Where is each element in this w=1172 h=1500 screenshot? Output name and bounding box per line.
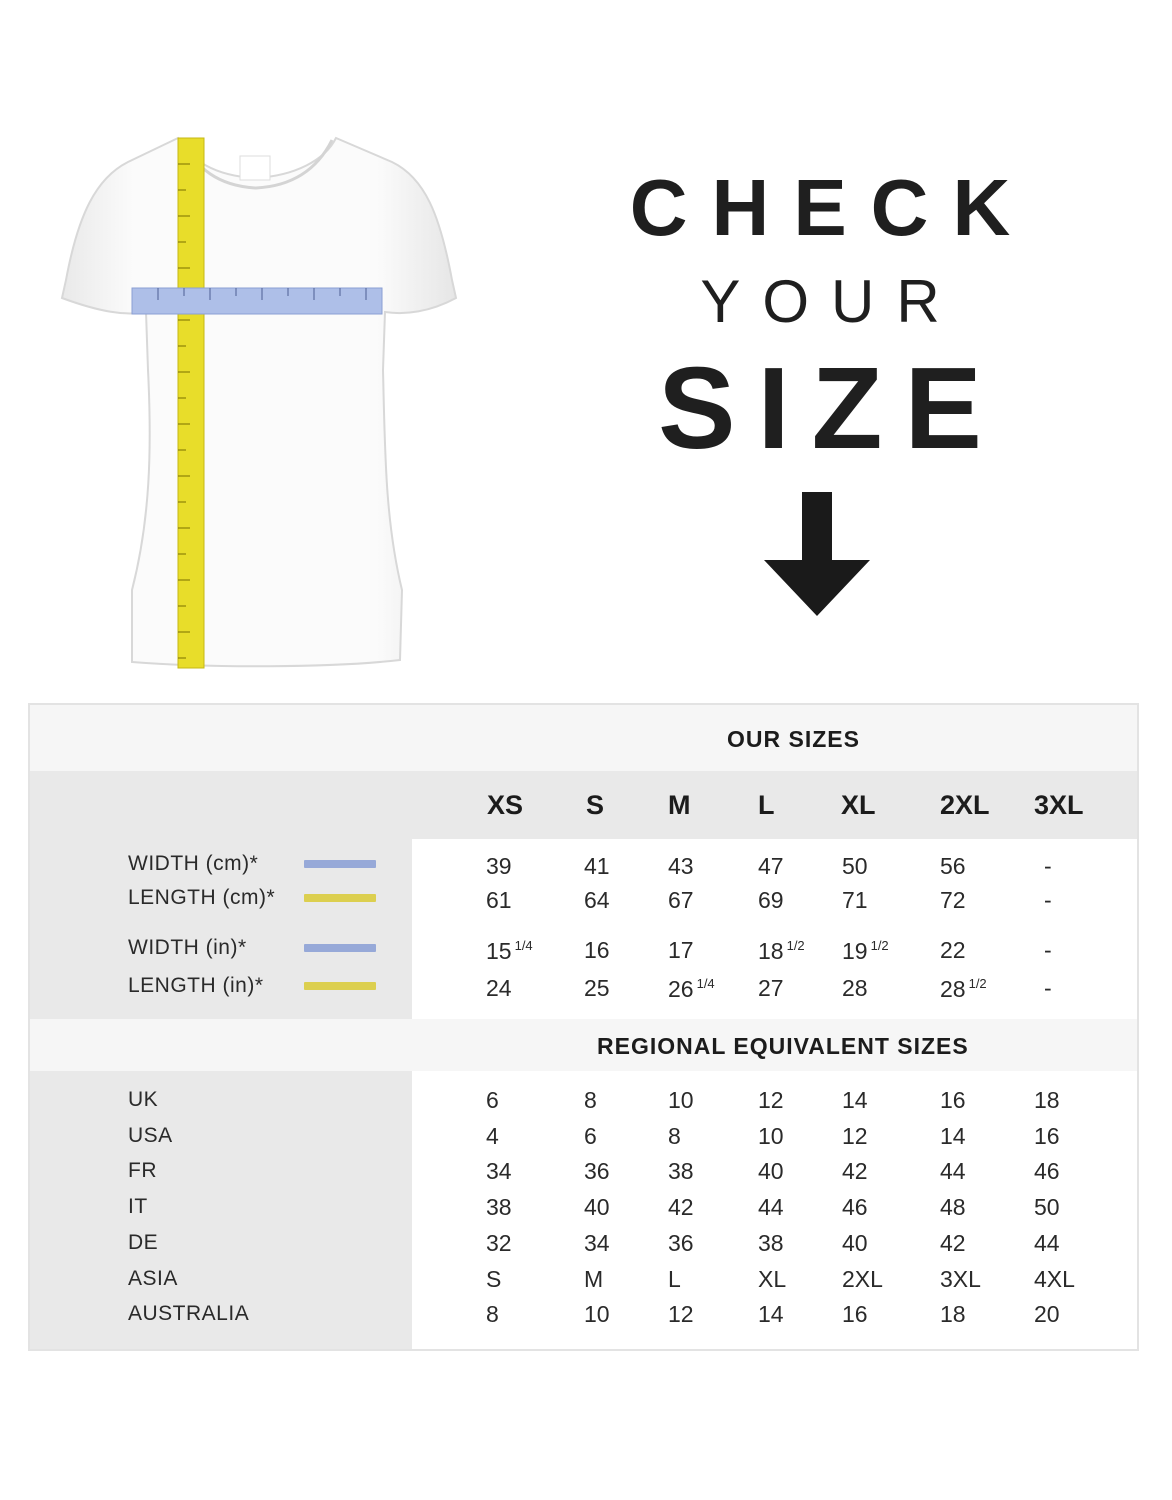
headline-your: YOUR	[700, 268, 962, 335]
t-shirt-shape	[62, 138, 456, 666]
region-value: 42	[668, 1194, 694, 1220]
region-value: 14	[940, 1123, 966, 1149]
region-value: 34	[584, 1230, 610, 1256]
measurement-value: 39	[486, 853, 512, 879]
region-value: 14	[842, 1087, 868, 1113]
region-value: 36	[584, 1158, 610, 1184]
measurement-value: 41	[584, 853, 610, 879]
width-color-bar	[304, 944, 376, 952]
length-color-bar	[304, 894, 376, 902]
region-label-uk: UK	[128, 1088, 159, 1111]
region-value: 44	[1034, 1230, 1060, 1256]
region-value: 42	[842, 1158, 868, 1184]
length-color-bar	[304, 982, 376, 990]
measurement-value: -	[1044, 887, 1052, 913]
measurement-value: 71	[842, 887, 868, 913]
measurement-value: 64	[584, 887, 610, 913]
headline-size: SIZE	[658, 343, 1004, 473]
regional-band	[30, 1019, 1137, 1071]
region-value: 34	[486, 1158, 512, 1184]
measurement-value: 19 $^{1/2}$	[842, 938, 889, 964]
measurement-value: 47	[758, 853, 784, 879]
region-value: 10	[668, 1087, 694, 1113]
measurement-value: 28	[842, 975, 868, 1001]
our-sizes-band	[30, 705, 1137, 771]
region-value: 14	[758, 1301, 784, 1327]
measurement-value: -	[1044, 853, 1052, 879]
region-value: 12	[758, 1087, 784, 1113]
region-label-it: IT	[128, 1195, 148, 1218]
region-value: 38	[668, 1158, 694, 1184]
region-value: XL	[758, 1266, 787, 1292]
region-value: 32	[486, 1230, 512, 1256]
region-value: 50	[1034, 1194, 1060, 1220]
width-color-bar	[304, 860, 376, 868]
region-value: 36	[668, 1230, 694, 1256]
region-label-de: DE	[128, 1231, 159, 1254]
measurement-value: 27	[758, 975, 784, 1001]
fraction: 1/2	[786, 938, 805, 953]
region-value: 48	[940, 1194, 966, 1220]
region-label-usa: USA	[128, 1124, 173, 1147]
region-value: 16	[940, 1087, 966, 1113]
region-value: 40	[758, 1158, 784, 1184]
arrow-down-icon	[762, 492, 872, 618]
region-value: 18	[940, 1301, 966, 1327]
size-header-xl: XL	[841, 790, 876, 820]
region-value: 6	[486, 1087, 499, 1113]
region-value: 40	[842, 1230, 868, 1256]
size-header-xs: XS	[487, 790, 524, 820]
region-value: 8	[584, 1087, 597, 1113]
length-tape	[178, 138, 204, 668]
region-value: 6	[584, 1123, 597, 1149]
region-value: 38	[758, 1230, 784, 1256]
measurement-value: 43	[668, 853, 694, 879]
size-header-3xl: 3XL	[1034, 790, 1084, 820]
region-value: M	[584, 1266, 604, 1292]
measurement-value: 61	[486, 887, 512, 913]
measurement-value: 16	[584, 937, 610, 963]
fraction: 1/2	[968, 976, 987, 991]
region-value: L	[668, 1266, 681, 1292]
region-label-asia: ASIA	[128, 1267, 178, 1290]
region-value: 4	[486, 1123, 499, 1149]
region-value: 46	[1034, 1158, 1060, 1184]
measurement-value: 50	[842, 853, 868, 879]
headline-check: CHECK	[629, 163, 1035, 252]
our-sizes-title: OUR SIZES	[727, 726, 860, 752]
measurement-value: 26 $^{1/4}$	[668, 976, 715, 1002]
region-value: 12	[668, 1301, 694, 1327]
size-header-m: M	[668, 790, 691, 820]
regional-title: REGIONAL EQUIVALENT SIZES	[597, 1033, 969, 1059]
size-header-s: S	[586, 790, 605, 820]
region-value: S	[486, 1266, 502, 1292]
measurement-value: 24	[486, 975, 512, 1001]
measurement-value: 28 $^{1/2}$	[940, 976, 987, 1002]
region-value: 20	[1034, 1301, 1060, 1327]
measurement-value: 15 $^{1/4}$	[486, 938, 533, 964]
region-value: 18	[1034, 1087, 1060, 1113]
measurement-label: WIDTH (cm)*	[128, 852, 259, 875]
measurement-label: LENGTH (in)*	[128, 974, 264, 997]
region-value: 8	[668, 1123, 681, 1149]
region-value: 42	[940, 1230, 966, 1256]
region-value: 16	[1034, 1123, 1060, 1149]
region-value: 2XL	[842, 1266, 883, 1292]
region-value: 38	[486, 1194, 512, 1220]
size-header-2xl: 2XL	[940, 790, 990, 820]
neck-label	[240, 156, 270, 180]
region-value: 10	[758, 1123, 784, 1149]
measurement-value: 22	[940, 937, 966, 963]
region-value: 12	[842, 1123, 868, 1149]
region-label-australia: AUSTRALIA	[128, 1302, 250, 1325]
region-value: 10	[584, 1301, 610, 1327]
t-shirt-measure-illustration	[40, 120, 480, 680]
size-header-l: L	[758, 790, 775, 820]
region-label-fr: FR	[128, 1159, 157, 1182]
measurement-value: -	[1044, 975, 1052, 1001]
fraction: 1/4	[696, 976, 715, 991]
region-value: 3XL	[940, 1266, 981, 1292]
measurement-value: 25	[584, 975, 610, 1001]
measurement-value: 72	[940, 887, 966, 913]
region-value: 8	[486, 1301, 499, 1327]
region-value: 4XL	[1034, 1266, 1075, 1292]
size-chart-table	[28, 703, 1139, 1351]
measurement-value: -	[1044, 937, 1052, 963]
region-value: 46	[842, 1194, 868, 1220]
region-value: 44	[940, 1158, 966, 1184]
measurement-value: 69	[758, 887, 784, 913]
fraction: 1/2	[870, 938, 889, 953]
width-tape	[132, 288, 382, 314]
measurement-value: 18 $^{1/2}$	[758, 938, 805, 964]
region-value: 16	[842, 1301, 868, 1327]
fraction: 1/4	[514, 938, 533, 953]
measurement-value: 67	[668, 887, 694, 913]
region-value: 40	[584, 1194, 610, 1220]
region-value: 44	[758, 1194, 784, 1220]
measurement-value: 17	[668, 937, 694, 963]
measurement-label: LENGTH (cm)*	[128, 886, 276, 909]
measurement-label: WIDTH (in)*	[128, 936, 247, 959]
measurement-value: 56	[940, 853, 966, 879]
